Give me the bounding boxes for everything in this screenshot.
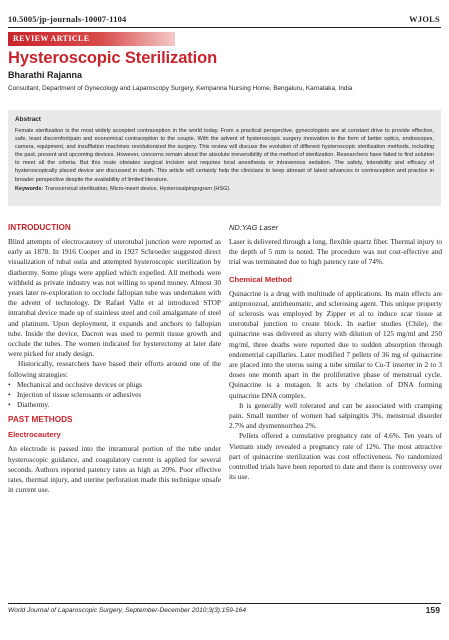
electrocautery-paragraph: An electrode is passed into the intramural portion of the tube under hysteroscopic guidance, and coagulatory current is applied for several seconds. Authors reported patency rates as high as 20%. Poor effective rates, thermal injury, and uterine perforation made this technique unsafe in current use. [8,444,221,495]
abstract-box [8,110,441,206]
left-column [8,223,221,495]
ndyag-heading: ND:YAG Laser [229,223,279,232]
keywords-list: Transcervical sterilization, Micro-insert device, Hysterosalpingogram (HSG). [44,185,231,192]
past-methods-heading: PAST METHODS [8,415,73,425]
bullet-icon: • [8,390,11,400]
right-column [229,223,442,482]
list-item-text: Injection of tissue sclerosants or adhesives [17,390,142,400]
bullet-icon: • [8,379,11,389]
journal-abbreviation: WJOLS [409,15,440,24]
list-item-text: Diathermy. [17,400,50,410]
chemical-paragraph-1: Quinacrine is a drug with multitude of applications. Its main effects are antiprotozoal, antirheumatic, and sclerosing agent. This unique property of sclerosis was employed by Zipper et al to induce scar tissue at uterotubal junction to create block. In earlier studies (Chile), the quinacrine was delivered as slurry with dilution of 125 mg/ml and 250 mg/ml, three deaths were reported due to sudden absorption through endometrial capillaries. Later modified 7 pellets of 36 mg of quinacrine are placed into the uterus using a tube similar to Cu-T inserter in 2 to 3 doses one month apart in the proliferative phase of menstrual cycle. Quinacrine is a mutagen. It acts by chelation of DNA forming quinacrine DNA complex. [229,288,442,400]
author-affiliation: Consultant, Department of Gynecology and Laparoscopy Surgery, Kempanna Nursing Home, Bengaluru, Karnataka, India [8,85,353,92]
footer-journal-citation: World Journal of Laparoscopic Surgery, September-December 2010;3(3):159-164 [8,607,246,614]
chemical-paragraph-2: It is generally well tolerated and can be associated with cramping pain. Small number of women had salpingitis 3%, menstrual disorder 2.7% and dysmennorrhea 2%. [229,400,442,431]
bullet-icon: • [8,400,11,410]
doi-text[interactable]: 10.5005/jp-journals-10007-1104 [8,15,127,24]
list-item [8,380,221,390]
chemical-method-heading: Chemical Method [229,274,292,284]
header-divider [8,27,441,28]
list-item-text: Mechanical and occlusive devices or plugs [17,379,143,389]
keywords [15,185,434,193]
abstract-text: Female sterilization is the most widely accepted contraception in the world today. From a practical perspective, gynecologists are at constant drive to provide effective, safe, least discomfort/pain and economical contraception to the couple. With the advent of hysteroscopic surgery innovation in the form of better optics, endoscopes, camera, equipment, and insufflation machines revolutionized the surgery. This review will discuss the evolution of different hysteroscopic sterilization methods, including the past, present and upcoming devices. However, concerns remain about the absolute irreversibility of the method of sterilization. Researchers have failed to find solution to meet all the criteria. But this route obviates surgical incision and requires local anesthesia or intravenous sedation. The safety, tolerability and efficacy of hysteroscopically placed device are discussed in depth. This article will certainly help the clinicians to keep abreast of latest advances in contraception and practice in broader perspective despite the availability of limited literature. [15,128,434,183]
chemical-paragraph-3: Pellets offered a cumulative pregnancy rate of 4.6%. Ten years of Vietnam study revealed a pregnancy rate of 12%. The most attractive part of quinacrine sterilization was cost effectiveness. No randomized controlled trials have been reported to date and there is controversy over its use. [229,431,442,482]
abstract-heading: Abstract [15,116,41,123]
keywords-label: Keywords: [15,185,44,192]
introduction-paragraph-2: Historically, researchers have based their efforts around one of the following strategies: [8,359,221,379]
introduction-paragraph-1: Blind attempts of electrocautery of uterotubal junction were reported as early as 1878. In 1916 Cooper and in 1927 Schroeder suggested direct visualization of tubal ostia and attempted hysteroscopic sterilization by diathermy. Some plugs were applied which expelled. All methods were withheld as private industry was not willing to spend money. Almost 30 years later re-exploration to occlude fallopian tube was undertaken with the advent of technology. Dr Rafael Valle et al introduced STOP intratubal device made up of stainless steel and coil amalgamate of steel and platinum. Upon deployment, it expands and anchors to fallopian tube. Inside the device, Dacron was used to permit tissue growth and occlude the tubes. The women indicated for hysterectomy at later date were picked for study design. [8,237,221,359]
author-name: Bharathi Rajanna [8,70,83,80]
list-item [8,400,221,410]
footer-divider [8,603,441,604]
article-type-banner: REVIEW ARTICLE [8,32,175,46]
electrocautery-heading: Electrocautery [8,430,61,440]
ndyag-paragraph: Laser is delivered through a long, flexible quartz fiber. Thermal injury to the depth of 5 mm is noted. The procedure was not cost-effective and trial was terminated due to high patency rate of 74%. [229,237,442,267]
article-title: Hysteroscopic Sterilization [8,49,218,67]
strategy-list [8,380,221,411]
introduction-heading: INTRODUCTION [8,223,71,232]
list-item [8,390,221,400]
page-number: 159 [425,605,440,615]
